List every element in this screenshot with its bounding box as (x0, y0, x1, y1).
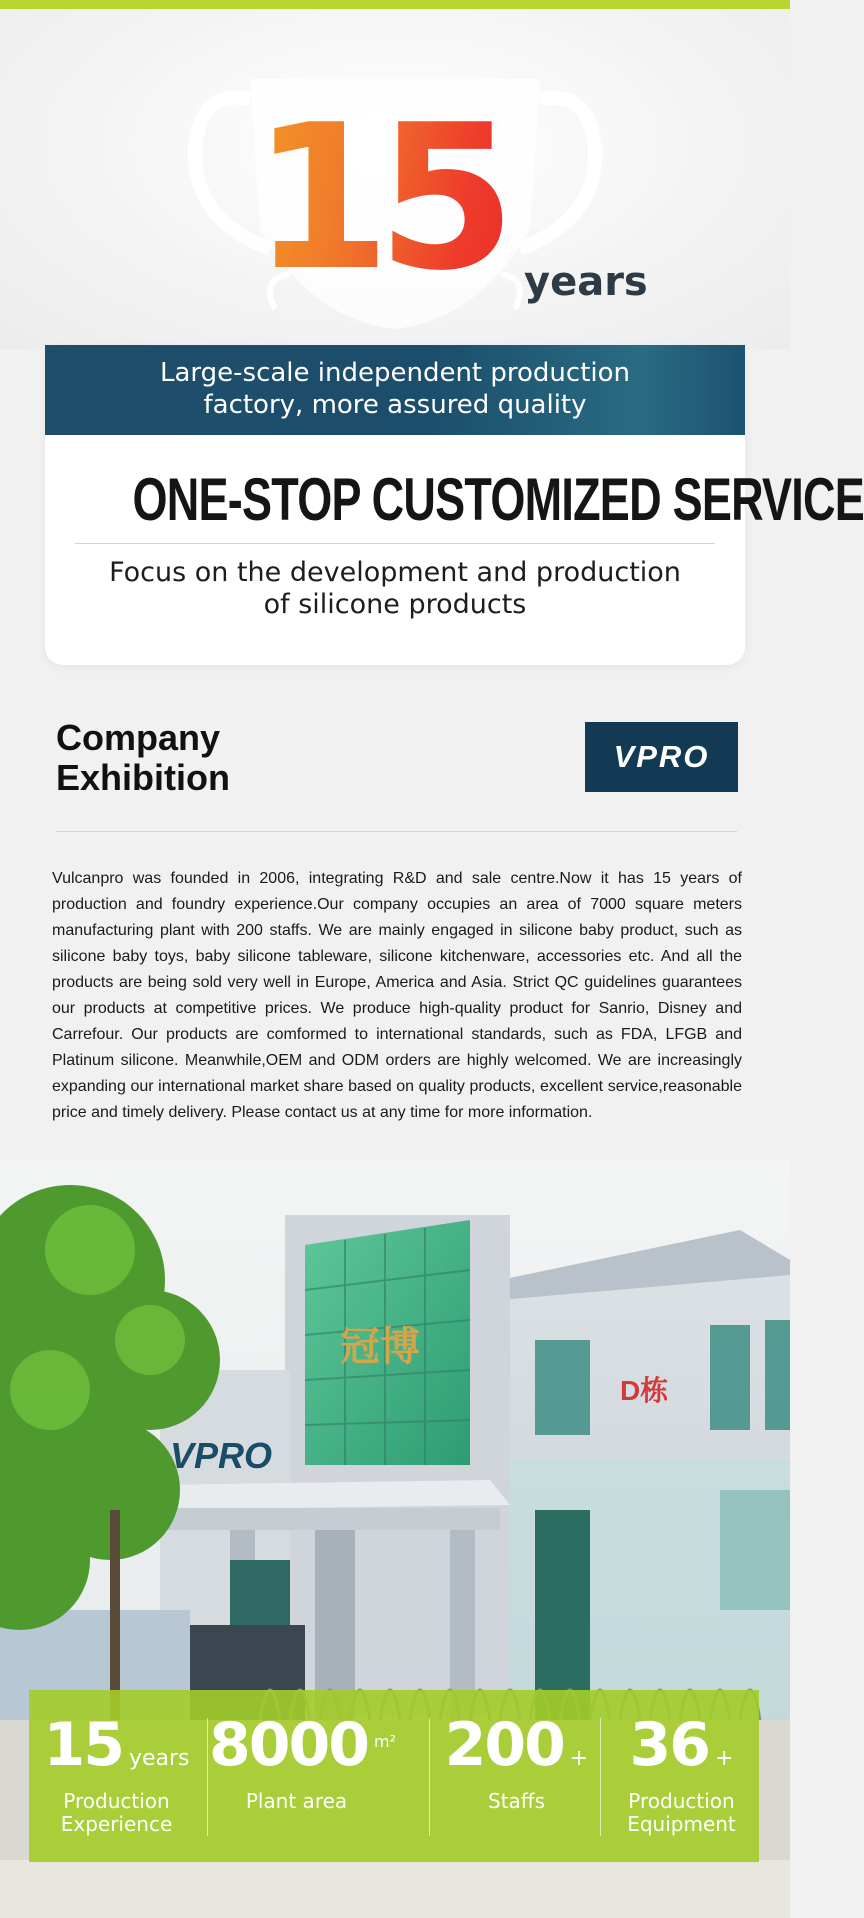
stats-band (29, 1690, 759, 1862)
hero-banner (0, 9, 790, 349)
company-exhibition-heading-line2: Exhibition (56, 757, 230, 798)
building-sign-logo: VPRO (170, 1435, 273, 1476)
building-block-label: D栋 (620, 1375, 669, 1406)
stat-divider (600, 1718, 601, 1836)
stat-unit: years (128, 1746, 190, 1771)
stat-label-line2: Equipment (627, 1812, 736, 1836)
hero-years-unit: years (524, 259, 648, 305)
company-exhibition-heading (56, 718, 230, 798)
stat-unit: + (569, 1746, 589, 1771)
service-card-subtitle-line1: Focus on the development and production (109, 557, 681, 588)
stat-value: 200 (444, 1710, 564, 1780)
vpro-logo-text: VPRO (613, 739, 710, 774)
stat-label-line2: Experience (60, 1812, 173, 1836)
stat-label-line1: Plant area (245, 1789, 348, 1813)
stat-unit: m² (374, 1732, 396, 1751)
stat-label-line1: Production (63, 1789, 170, 1813)
service-card-title: ONE-STOP CUSTOMIZED SERVICE (132, 466, 864, 533)
stat-label (209, 1790, 384, 1813)
company-description: Vulcanpro was founded in 2006, integrating R&D and sale centre.Now it has 15 years of production and foundry experience.Our company occupies an area of 7000 square meters manufacturing plant with 200 staffs. We are mainly engaged in silicone baby product, such as silicone baby toys, baby silicone tableware, silicone kitchenware, accessories etc. And all the products are being sold very well in Europe, America and Asia. Strict QC guidelines guarantees our products at competitive prices. We produce high-quality product for Sanrio, Disney and Carrefour. Our products are comformed to international standards, such as FDA, LFGB and Platinum silicone. Meanwhile,OEM and ODM orders are highly welcomed. We are increasingly expanding our international market share based on quality products, excellent service,reasonable price and timely delivery. Please contact us at any time for more information. (52, 870, 742, 1121)
service-card-header (45, 345, 745, 435)
stat-label (604, 1790, 759, 1836)
vpro-logo (585, 722, 738, 792)
service-card-header-line1: Large-scale independent production (159, 358, 631, 388)
service-card-divider (75, 543, 715, 544)
stat-value: 15 (43, 1710, 123, 1780)
stat-production-equipment (604, 1690, 759, 1862)
stat-value: 36 (629, 1710, 710, 1780)
stat-value: 8000 (209, 1710, 368, 1780)
top-accent-bar (0, 0, 790, 9)
service-card-header-line2: factory, more assured quality (203, 390, 587, 420)
service-card-subtitle (45, 557, 745, 621)
stat-production-experience (29, 1690, 204, 1862)
service-card (45, 345, 864, 665)
stat-label-line1: Staffs (488, 1789, 545, 1813)
exhibition-divider (56, 831, 737, 832)
company-exhibition-heading-line1: Company (56, 717, 221, 758)
stat-staffs (434, 1690, 599, 1862)
stat-label (434, 1790, 599, 1813)
stat-unit: + (715, 1746, 734, 1771)
stat-divider (429, 1718, 430, 1836)
stat-label-line1: Production (628, 1789, 735, 1813)
service-card-subtitle-line2: of silicone products (263, 589, 527, 620)
building-sign-chinese: 冠博 (340, 1323, 420, 1370)
stat-divider (207, 1718, 208, 1836)
hero-years-number: 15 (212, 89, 542, 309)
stat-plant-area (209, 1690, 396, 1862)
stat-label (29, 1790, 204, 1836)
